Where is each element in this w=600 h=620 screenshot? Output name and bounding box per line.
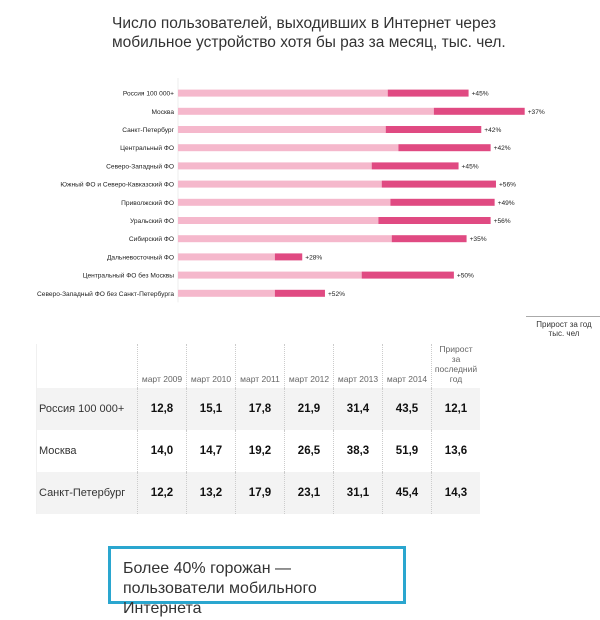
bar-prior bbox=[178, 181, 382, 188]
category-label: Южный ФО и Северо-Кавказский ФО bbox=[60, 181, 174, 189]
bar-growth bbox=[390, 199, 494, 206]
bar-growth bbox=[388, 90, 469, 97]
table-cell: 45,4 bbox=[383, 472, 432, 514]
bar-growth bbox=[434, 108, 525, 115]
growth-label: +45% bbox=[471, 90, 489, 98]
category-label: Центральный ФО bbox=[120, 145, 174, 153]
table-cell: 13,2 bbox=[187, 472, 236, 514]
row-region: Санкт-Петербург bbox=[37, 472, 138, 514]
column-header: март 2013 bbox=[334, 344, 383, 388]
table-cell: 17,9 bbox=[236, 472, 285, 514]
table-cell: 15,1 bbox=[187, 388, 236, 430]
growth-label: +52% bbox=[327, 290, 346, 298]
bar-prior bbox=[178, 144, 398, 151]
table-cell: 17,8 bbox=[236, 388, 285, 430]
growth-column-header: Прирост за год тыс. чел bbox=[536, 320, 592, 338]
bar-prior bbox=[178, 162, 372, 169]
growth-label: +37% bbox=[527, 108, 545, 116]
table-cell: 12,8 bbox=[138, 388, 187, 430]
growth-label: +28% bbox=[305, 254, 323, 262]
category-label: Сибирский ФО bbox=[128, 236, 174, 244]
bar-prior bbox=[178, 126, 386, 133]
column-header: март 2009 bbox=[138, 344, 187, 388]
column-header: март 2010 bbox=[187, 344, 236, 388]
table-cell: 26,5 bbox=[285, 430, 334, 472]
table-header-row bbox=[37, 344, 481, 388]
category-label: Дальневосточный ФО bbox=[106, 254, 174, 262]
bar-growth bbox=[275, 290, 325, 297]
table-cell: 14,0 bbox=[138, 430, 187, 472]
bar-growth bbox=[378, 217, 490, 224]
table-cell: 51,9 bbox=[383, 430, 432, 472]
growth-label: +45% bbox=[461, 163, 479, 171]
growth-divider bbox=[526, 316, 600, 317]
table-cell: 31,1 bbox=[334, 472, 383, 514]
table-cell: 12,1 bbox=[432, 388, 481, 430]
bar-prior bbox=[178, 253, 275, 260]
growth-label: +42% bbox=[484, 127, 502, 134]
table-cell: 38,3 bbox=[334, 430, 383, 472]
table-cell: 43,5 bbox=[383, 388, 432, 430]
bar-growth bbox=[382, 181, 496, 188]
category-label: Северо-Западный ФО без Санкт-Петербурга bbox=[37, 290, 174, 298]
bar-growth bbox=[386, 126, 482, 133]
table-cell: 14,3 bbox=[432, 472, 481, 514]
column-header-growth: Прирост за последний год bbox=[432, 344, 481, 388]
growth-label: +50% bbox=[456, 272, 474, 280]
table-cell: 14,7 bbox=[187, 430, 236, 472]
table-cell: 19,2 bbox=[236, 430, 285, 472]
bar-chart bbox=[0, 78, 600, 304]
row-region: Россия 100 000+ bbox=[37, 388, 138, 430]
column-header: март 2011 bbox=[236, 344, 285, 388]
category-label: Северо-Западный ФО bbox=[106, 163, 174, 171]
growth-label: +35% bbox=[469, 236, 487, 244]
row-region: Москва bbox=[39, 445, 77, 457]
table-row bbox=[37, 430, 481, 472]
bar-growth bbox=[275, 253, 302, 260]
growth-label: +49% bbox=[497, 199, 515, 207]
category-label: Москва bbox=[151, 108, 174, 116]
table-corner bbox=[37, 344, 138, 388]
table-cell: 12,2 bbox=[138, 472, 187, 514]
bar-prior bbox=[178, 272, 362, 279]
category-label: Центральный ФО без Москвы bbox=[82, 272, 174, 280]
bar-prior bbox=[178, 235, 392, 242]
category-label: Россия 100 000+ bbox=[122, 90, 174, 98]
table-row bbox=[37, 388, 481, 430]
column-header: март 2014 bbox=[383, 344, 432, 388]
stats-table bbox=[36, 344, 480, 514]
callout-box: Более 40% горожан — пользователи мобильного Интернета bbox=[108, 546, 406, 604]
table-cell: 21,9 bbox=[285, 388, 334, 430]
chart-title: Число пользователей, выходивших в Интернет через мобильное устройство хотя бы раз за месяц, тыс. чел. bbox=[112, 15, 506, 51]
bar-growth bbox=[362, 272, 454, 279]
bar-prior bbox=[178, 290, 275, 297]
table-row bbox=[37, 472, 481, 514]
table-cell: 31,4 bbox=[334, 388, 383, 430]
bar-prior bbox=[178, 217, 378, 224]
growth-label: +42% bbox=[493, 145, 511, 153]
table-cell: 13,6 bbox=[432, 430, 481, 472]
growth-label: +56% bbox=[493, 218, 511, 225]
column-header: март 2012 bbox=[285, 344, 334, 388]
bar-prior bbox=[178, 90, 388, 97]
category-label: Уральский ФО bbox=[129, 218, 174, 225]
bar-growth bbox=[392, 235, 467, 242]
bar-growth bbox=[398, 144, 490, 151]
bar-prior bbox=[178, 108, 434, 115]
category-label: Санкт-Петербург bbox=[122, 127, 174, 134]
category-label: Приволжский ФО bbox=[121, 199, 174, 207]
table-cell: 23,1 bbox=[285, 472, 334, 514]
bar-growth bbox=[372, 162, 459, 169]
bar-prior bbox=[178, 199, 390, 206]
growth-label: +56% bbox=[498, 181, 517, 189]
